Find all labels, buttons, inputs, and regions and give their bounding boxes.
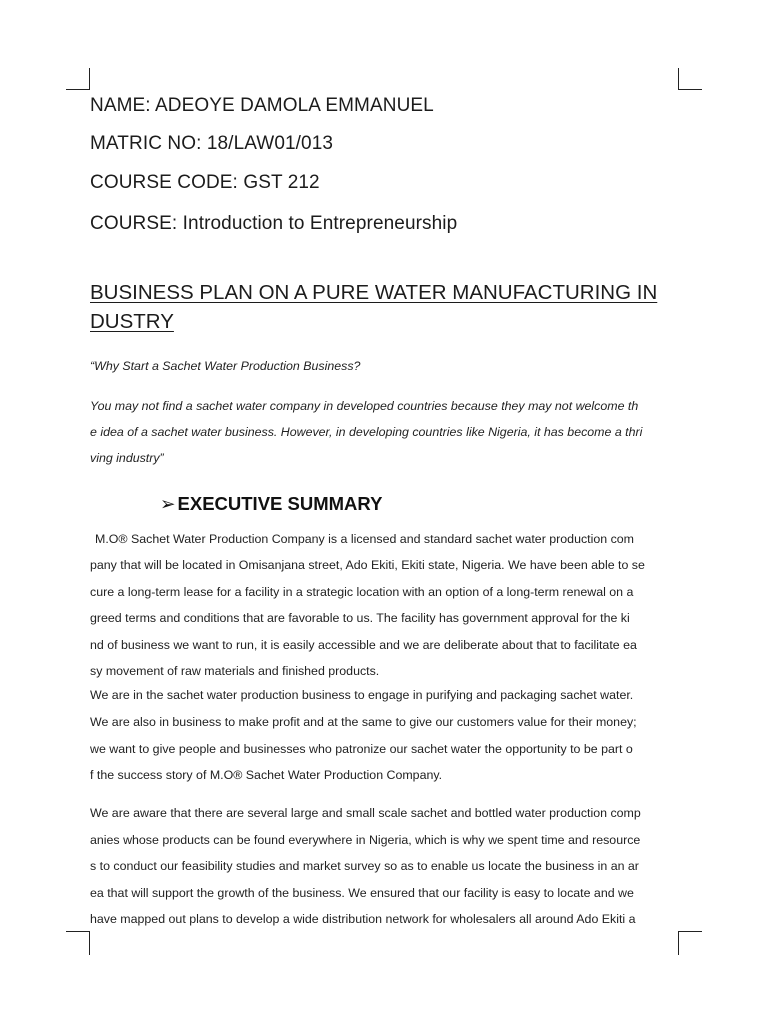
crop-mark-top-right-horizontal xyxy=(678,89,702,90)
paragraph-line: cure a long-term lease for a facility in a strategic location with an option of a long-term renewal on a xyxy=(90,585,634,599)
paragraph-line: greed terms and conditions that are favorable to us. The facility has government approval for the ki xyxy=(90,611,630,625)
quote-line: ving industry” xyxy=(90,451,164,465)
paragraph-line: pany that will be located in Omisanjana street, Ado Ekiti, Ekiti state, Nigeria. We have been able to se xyxy=(90,558,645,572)
section-heading-label: EXECUTIVE SUMMARY xyxy=(177,493,383,514)
paragraph-line: We are also in business to make profit and at the same to give our customers value for their money; xyxy=(90,715,637,729)
crop-mark-top-left-vertical xyxy=(89,68,90,90)
arrow-bullet-icon: ➢ xyxy=(160,493,176,514)
paragraph-line: M.O® Sachet Water Production Company is a licensed and standard sachet water production com xyxy=(95,532,634,546)
document-title-line-2: DUSTRY xyxy=(90,310,174,333)
paragraph-line: We are aware that there are several large and small scale sachet and bottled water production comp xyxy=(90,806,641,820)
quote-line: “Why Start a Sachet Water Production Business? xyxy=(90,359,361,373)
paragraph-line: anies whose products can be found everywhere in Nigeria, which is why we spent time and resource xyxy=(90,833,641,847)
quote-line: You may not find a sachet water company in developed countries because they may not welcome th xyxy=(90,399,639,413)
matric-number: MATRIC NO: 18/LAW01/013 xyxy=(90,133,334,154)
document-title-line-1: BUSINESS PLAN ON A PURE WATER MANUFACTURING IN xyxy=(90,281,658,304)
course-name: COURSE: Introduction to Entrepreneurship xyxy=(90,213,458,234)
paragraph-line: have mapped out plans to develop a wide distribution network for wholesalers all around Ado Ekiti a xyxy=(90,912,636,926)
paragraph-line: nd of business we want to run, it is easily accessible and we are deliberate about that to facilitate ea xyxy=(90,638,637,652)
student-name: NAME: ADEOYE DAMOLA EMMANUEL xyxy=(90,95,434,116)
paragraph-line: ea that will support the growth of the business. We ensured that our facility is easy to locate and we xyxy=(90,886,634,900)
paragraph-line: f the success story of M.O® Sachet Water Production Company. xyxy=(90,768,443,782)
paragraph-line: we want to give people and businesses who patronize our sachet water the opportunity to be part o xyxy=(90,742,633,756)
section-heading xyxy=(160,493,678,515)
crop-mark-bottom-left-vertical xyxy=(89,931,90,955)
crop-mark-bottom-right-vertical xyxy=(678,931,679,955)
paragraph-line: sy movement of raw materials and finished products. xyxy=(90,664,380,678)
crop-mark-bottom-left-horizontal xyxy=(66,931,90,932)
crop-mark-top-right-vertical xyxy=(678,68,679,90)
course-code: COURSE CODE: GST 212 xyxy=(90,172,320,193)
paragraph-line: We are in the sachet water production business to engage in purifying and packaging sachet water. xyxy=(90,688,634,702)
crop-mark-bottom-right-horizontal xyxy=(678,931,702,932)
paragraph-line: s to conduct our feasibility studies and market survey so as to enable us locate the business in an ar xyxy=(90,859,639,873)
quote-line: e idea of a sachet water business. However, in developing countries like Nigeria, it has become a thri xyxy=(90,425,643,439)
crop-mark-top-left-horizontal xyxy=(66,89,90,90)
